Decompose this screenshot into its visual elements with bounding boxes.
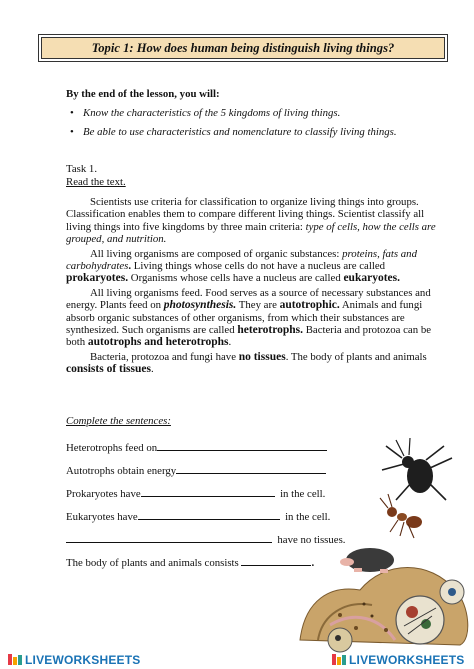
sentence-3: Prokaryotes have in the cell. [66, 488, 326, 500]
soil-icon [300, 568, 468, 646]
beetle-icon [382, 438, 452, 500]
paragraph: All living organisms are composed of organic substances: proteins, fats and carbohydrates. Living things whose cells do not have a nucleus are called prokaryotes. Organisms whose cells have a nucleus are called eukaryotes. [66, 247, 417, 285]
paragraph: All living organisms feed. Food serves as a source of necessary substances and energy. Plants feed on photosynthesis. They are autotrophic. Animals and fungi absorb organic substances of other organisms, from which their substances are synthesized. Such organisms are called heterotrophs. Bacteria and protozoa can be both autotrophs and heterotrophs. [66, 286, 432, 349]
topic-title: Topic 1: How does human being distinguish living things? [41, 37, 445, 59]
brand-footer-right [332, 650, 464, 669]
liveworksheets-logo-icon [332, 654, 346, 665]
bullet-icon: • [70, 107, 74, 119]
sentence-2: Autotrophs obtain energy [66, 463, 326, 477]
brand-footer-left [8, 650, 140, 669]
paragraph: Bacteria, protozoa and fungi have no tissues. The body of plants and animals consists of tissues. [66, 350, 427, 376]
task-instruction: Read the text. [66, 176, 126, 188]
exercise-heading: Complete the sentences: [66, 415, 171, 427]
ant-icon [380, 494, 422, 538]
goals-heading: By the end of the lesson, you will: [66, 88, 220, 100]
brand-text: LIVEWORKSHEETS [25, 652, 141, 667]
sentence-4: Eukaryotes have in the cell. [66, 511, 331, 523]
brand-text: LIVEWORKSHEETS [349, 652, 465, 667]
bullet-icon: • [70, 126, 74, 139]
sentence-6: The body of plants and animals consists . [66, 557, 315, 569]
goal-text: Be able to use characteristics and nomenclature to classify living things. [83, 126, 397, 139]
task-label: Task 1. [66, 163, 98, 175]
paragraph: Scientists use criteria for classification to organize living things into groups. Classification enables them to compare different living things. Scientist classify all living things into five kingdoms by three main criteria: type of cells, how the cells are grouped, and nutrition. [66, 196, 436, 246]
goal-text: Know the characteristics of the 5 kingdoms of living things. [83, 107, 341, 119]
liveworksheets-logo-icon [8, 654, 22, 665]
mole-icon [340, 548, 394, 573]
sentence-1: Heterotrophs feed on [66, 440, 327, 454]
sentence-5: have no tissues. [66, 532, 345, 546]
